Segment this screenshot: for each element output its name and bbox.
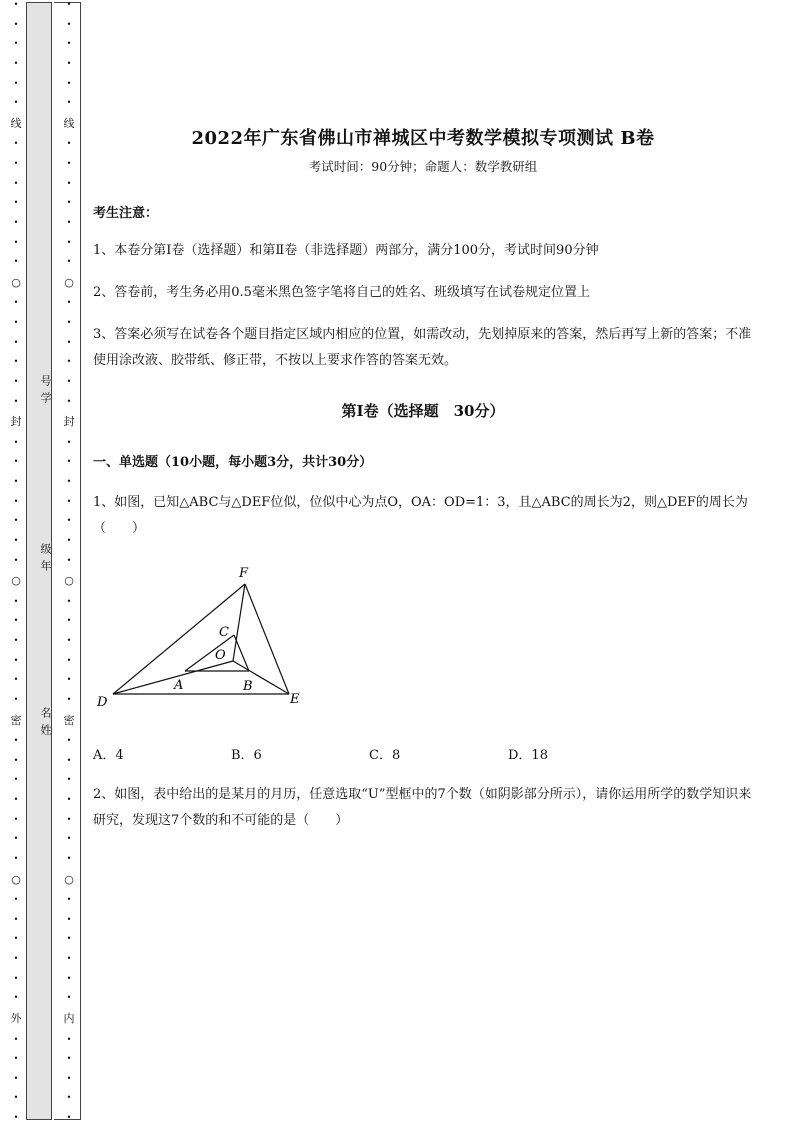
section-title: 第I卷（选择题 30分） [341,402,505,420]
choice-c: C．8 [369,748,401,763]
seal-dot: • [13,834,19,844]
seal-dot: • [13,1034,19,1044]
seal-mark: 密 [63,713,75,727]
seal-circle: ○ [64,872,74,886]
seal-dot: • [66,376,72,386]
seal-dot: • [13,376,19,386]
seal-dot: • [13,298,19,308]
label-f: F [239,566,249,581]
seal-dot: • [13,954,19,963]
seal-circle: ○ [11,275,21,289]
seal-dot: • [66,516,72,526]
seal-dot: • [66,237,72,247]
seal-dot: • [13,755,19,765]
seal-dot: • [13,396,19,406]
seal-dot: • [13,535,19,545]
seal-dot: • [13,993,19,1003]
label-a: A [174,678,184,693]
seal-mark: 密 [10,713,22,727]
seal-dot: • [13,217,19,227]
seal-dot: • [66,496,72,506]
seal-dot: • [66,694,72,704]
seal-dot: • [13,775,19,785]
seal-dot: • [13,496,19,506]
seal-dot: • [66,834,72,844]
seal-circle: ○ [11,872,21,886]
seal-dot: • [13,257,19,267]
seal-dot: • [66,477,72,486]
seal-dot: • [13,39,19,49]
notice-item-1: 1、本卷分第I卷（选择题）和第Ⅱ卷（非选择题）两部分，满分100分，考试时间90分钟 [93,243,599,258]
choice-a: A．4 [93,748,124,763]
seal-mark: 封 [10,415,22,429]
seal-dot: • [13,1093,19,1103]
seal-dot: • [13,675,19,685]
seal-dot: • [13,1113,19,1122]
seal-dot: • [66,853,72,863]
label-d: D [97,695,108,710]
seal-dot: • [66,1093,72,1103]
seal-dot: • [66,396,72,406]
seal-dot: • [66,178,72,188]
label-b: B [243,679,253,694]
seal-dot: • [66,636,72,645]
seal-mark: 线 [10,116,22,130]
seal-dot: • [66,814,72,824]
seal-dot: • [13,78,19,88]
seal-dot: • [66,198,72,208]
seal-dot: • [13,973,19,983]
seal-dot: • [66,736,72,746]
seal-dot: • [66,58,72,68]
seal-dot: • [66,934,72,944]
exam-subtitle: 考试时间：90分钟；命题人：数学教研组 [308,159,538,174]
seal-dot: • [66,437,72,447]
seal-dot: • [66,675,72,685]
seal-dot: • [13,596,19,606]
seal-dot: • [13,337,19,347]
inner-seal-line [61,0,77,1123]
seal-dot: • [66,954,72,963]
seal-dot: • [66,298,72,308]
seal-dot: • [66,1054,72,1064]
question-1: 1、如图，已知△ABC与△DEF位似，位似中心为点O，OA：OD=1：3，且△ABC的周长为2，则△DEF的周长为（ ） [93,495,748,536]
part-heading: 一、单选题（10小题，每小题3分，共计30分） [93,455,373,470]
similar-triangles-figure [93,560,313,720]
seal-dot: • [13,98,19,108]
seal-dot: • [66,596,72,606]
seal-mark: 内 [63,1011,75,1025]
seal-dot: • [66,39,72,49]
seal-mark: 封 [63,415,75,429]
seal-dot: • [13,58,19,68]
student-number-label: 号学 [39,375,52,409]
seal-dot: • [13,318,19,327]
seal-dot: • [13,178,19,188]
seal-dot: • [13,655,19,665]
seal-dot: • [66,535,72,545]
seal-dot: • [66,19,72,29]
seal-dot: • [13,914,19,924]
choice-b: B．6 [231,748,262,763]
seal-dot: • [13,198,19,208]
seal-dot: • [13,477,19,486]
label-o: O [215,648,226,663]
seal-dot: • [66,1073,72,1083]
seal-dot: • [66,98,72,108]
seal-dot: • [13,814,19,824]
seal-dot: • [66,337,72,347]
seal-dot: • [66,257,72,267]
seal-dot: • [13,795,19,804]
seal-circle: ○ [64,574,74,588]
seal-dot: • [66,357,72,367]
outer-seal-line [8,0,24,1123]
choice-d: D．18 [508,748,548,763]
grade-label: 级年 [39,543,52,577]
seal-dot: • [66,914,72,924]
seal-dot: • [66,159,72,168]
seal-dot: • [66,1034,72,1044]
seal-dot: • [66,795,72,804]
seal-dot: • [13,694,19,704]
label-e: E [290,692,300,707]
seal-dot: • [66,775,72,785]
seal-dot: • [13,555,19,565]
seal-dot: • [13,616,19,626]
name-label: 名姓 [39,707,52,741]
seal-dot: • [13,0,19,9]
figure-lines [113,584,289,694]
seal-dot: • [66,993,72,1003]
seal-dot: • [13,516,19,526]
seal-dot: • [13,19,19,29]
seal-dot: • [66,616,72,626]
seal-dot: • [13,237,19,247]
seal-dot: • [66,0,72,9]
seal-dot: • [66,555,72,565]
seal-dot: • [66,78,72,88]
seal-dot: • [13,1054,19,1064]
seal-mark: 外 [10,1011,22,1025]
seal-dot: • [13,139,19,149]
seal-dot: • [13,159,19,168]
notice-item-3: 3、答案必须写在试卷各个题目指定区域内相应的位置，如需改动，先划掉原来的答案，然后再写上新的答案；不准使用涂改液、胶带纸、修正带，不按以上要求作答的答案无效。 [93,327,752,368]
notice-heading: 考生注意： [93,206,159,221]
seal-dot: • [13,437,19,447]
seal-dot: • [66,139,72,149]
seal-mark: 线 [63,116,75,130]
seal-dot: • [66,457,72,467]
seal-circle: ○ [64,275,74,289]
seal-dot: • [13,736,19,746]
seal-dot: • [13,1073,19,1083]
seal-dot: • [66,655,72,665]
seal-dot: • [13,934,19,944]
seal-dot: • [66,895,72,905]
notice-item-2: 2、答卷前，考生务必用0.5毫米黑色签字笔将自己的姓名、班级填写在试卷规定位置上 [93,285,590,300]
question-2: 2、如图，表中给出的是某月的月历，任意选取“U”型框中的7个数（如阴影部分所示），请你运用所学的数学知识来研究，发现这7个数的和不可能的是（ ） [93,787,752,828]
seal-dot: • [13,357,19,367]
seal-dot: • [13,853,19,863]
seal-dot: • [66,1113,72,1122]
seal-dot: • [66,755,72,765]
exam-title: 2022年广东省佛山市禅城区中考数学模拟专项测试 B卷 [191,128,655,149]
seal-dot: • [13,636,19,645]
seal-dot: • [66,318,72,327]
label-c: C [219,625,229,640]
seal-dot: • [13,457,19,467]
seal-dot: • [66,217,72,227]
seal-dot: • [13,895,19,905]
seal-dot: • [66,973,72,983]
seal-circle: ○ [11,574,21,588]
